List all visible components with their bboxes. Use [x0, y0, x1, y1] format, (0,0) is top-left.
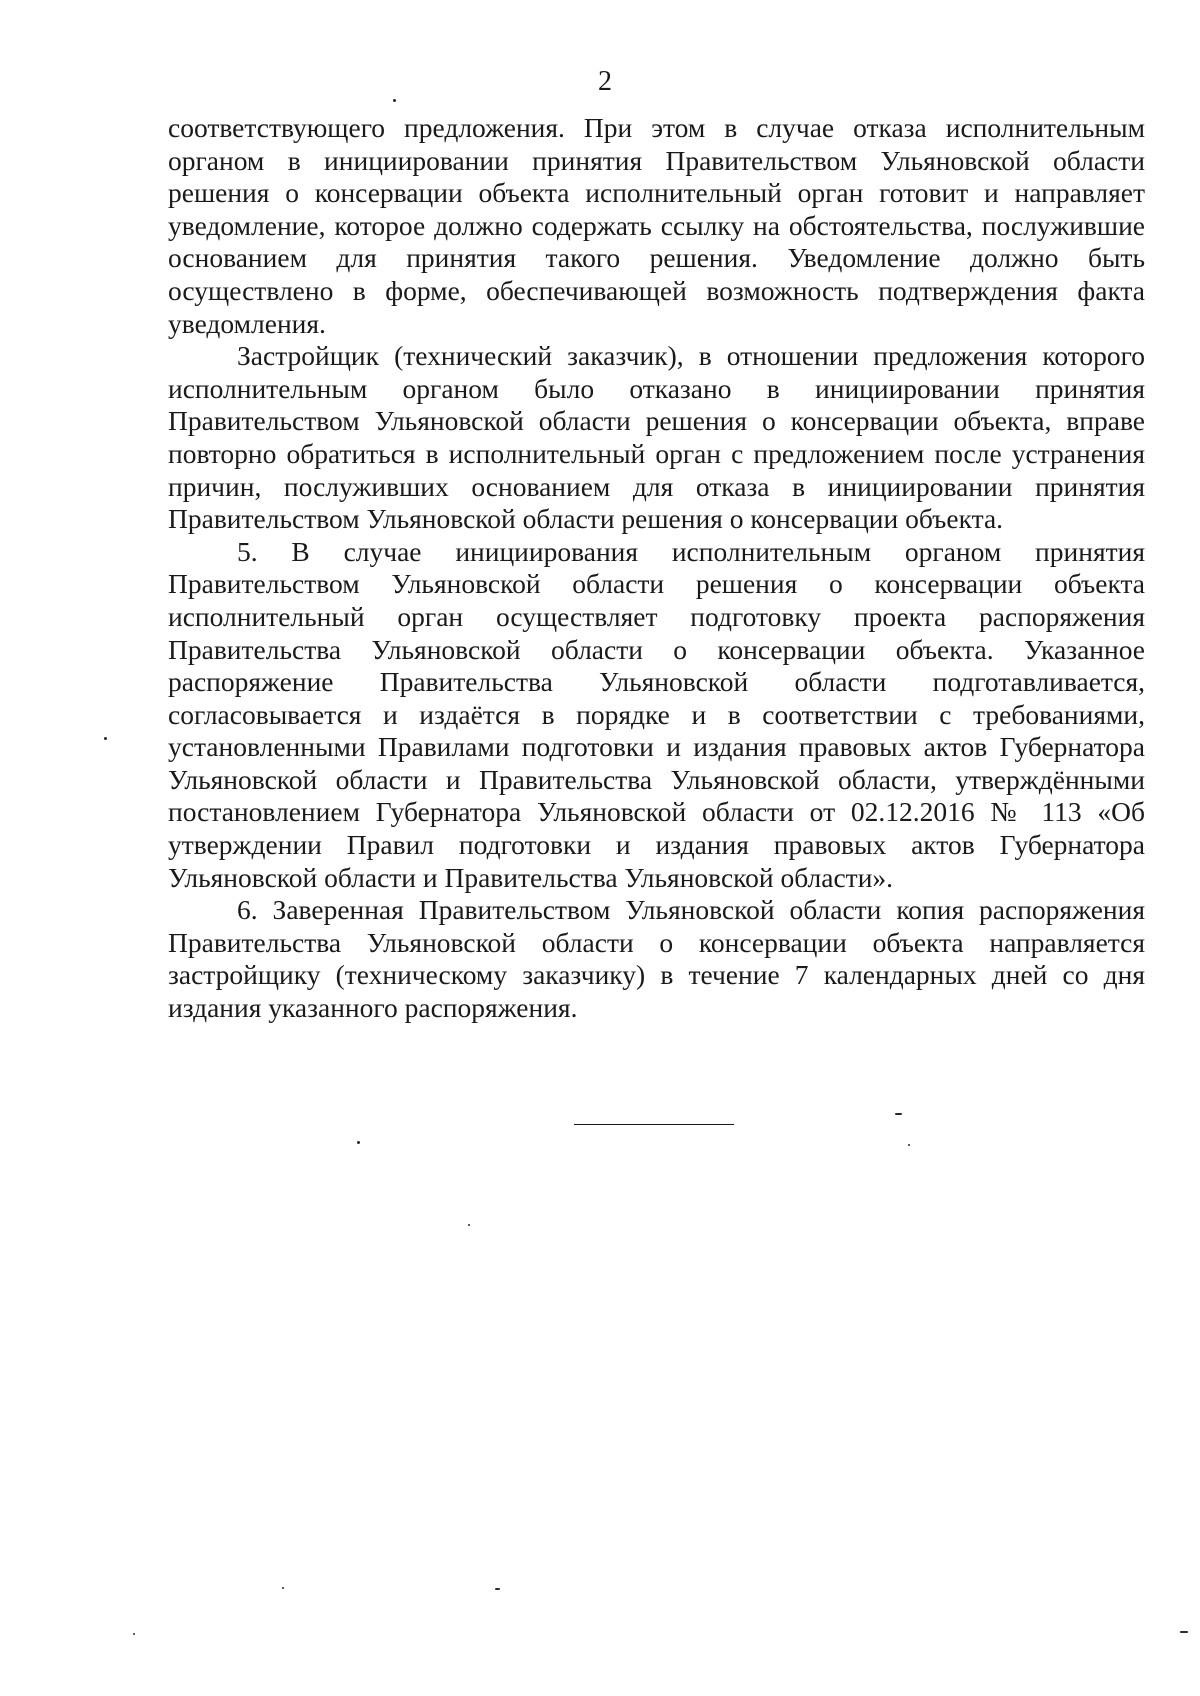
paragraph-item-6: 6. Заверенная Правительством Ульяновской области копия распоряжения Правительства Ульяновской области о консервации объекта направляется застройщику (техническому заказчику) в течение 7 календарных дней со дня издания указанного распоряжения. [168, 894, 1145, 1024]
scan-speck [1180, 1631, 1188, 1633]
scan-speck [393, 99, 396, 102]
page-number: 2 [598, 66, 612, 97]
paragraph-continuation: соответствующего предложения. При этом в случае отказа исполнительным органом в инициировании принятия Правительством Ульяновской области решения о консервации объекта исполнительный орган готовит и направляет уведомление, которое должно содержать ссылку на обстоятельства, послужившие основанием для принятия такого решения. Уведомление должно быть осуществлено в форме, обеспечивающей возможность подтверждения факта уведомления. [168, 112, 1145, 339]
scan-speck [895, 1113, 902, 1115]
scan-speck [104, 737, 107, 740]
paragraph-developer-reapply: Застройщик (технический заказчик), в отношении предложения которого исполнительным органом было отказано в инициировании принятия Правительством Ульяновской области решения о консервации объекта, вправе повторно обратиться в исполнительный орган с предложением после устранения причин, послуживших основанием для отказа в инициировании принятия Правительством Ульяновской области решения о консервации объекта. [168, 340, 1145, 535]
end-of-text-rule [574, 1124, 734, 1125]
scan-speck [357, 1141, 360, 1144]
paragraph-item-5: 5. В случае инициирования исполнительным органом принятия Правительством Ульяновской области решения о консервации объекта исполнительный орган осуществляет подготовку проекта распоряжения Правительства Ульяновской области о консервации объекта. Указанное распоряжение Правительства Ульяновской области подготавливается, согласовывается и издаётся в порядке и в соответствии с требованиями, установленными Правилами подготовки и издания правовых актов Губернатора Ульяновской области и Правительства Ульяновской области, утверждёнными постановлением Губернатора Ульяновской области от 02.12.2016 № 113 «Об утверждении Правил подготовки и издания правовых актов Губернатора Ульяновской области и Правительства Ульяновской области». [168, 535, 1145, 893]
scan-speck [495, 1588, 500, 1590]
scan-speck [133, 1633, 135, 1635]
scan-speck [908, 1144, 910, 1146]
document-body [168, 112, 1145, 1025]
scan-speck [282, 1587, 284, 1589]
scan-speck [468, 1224, 470, 1226]
